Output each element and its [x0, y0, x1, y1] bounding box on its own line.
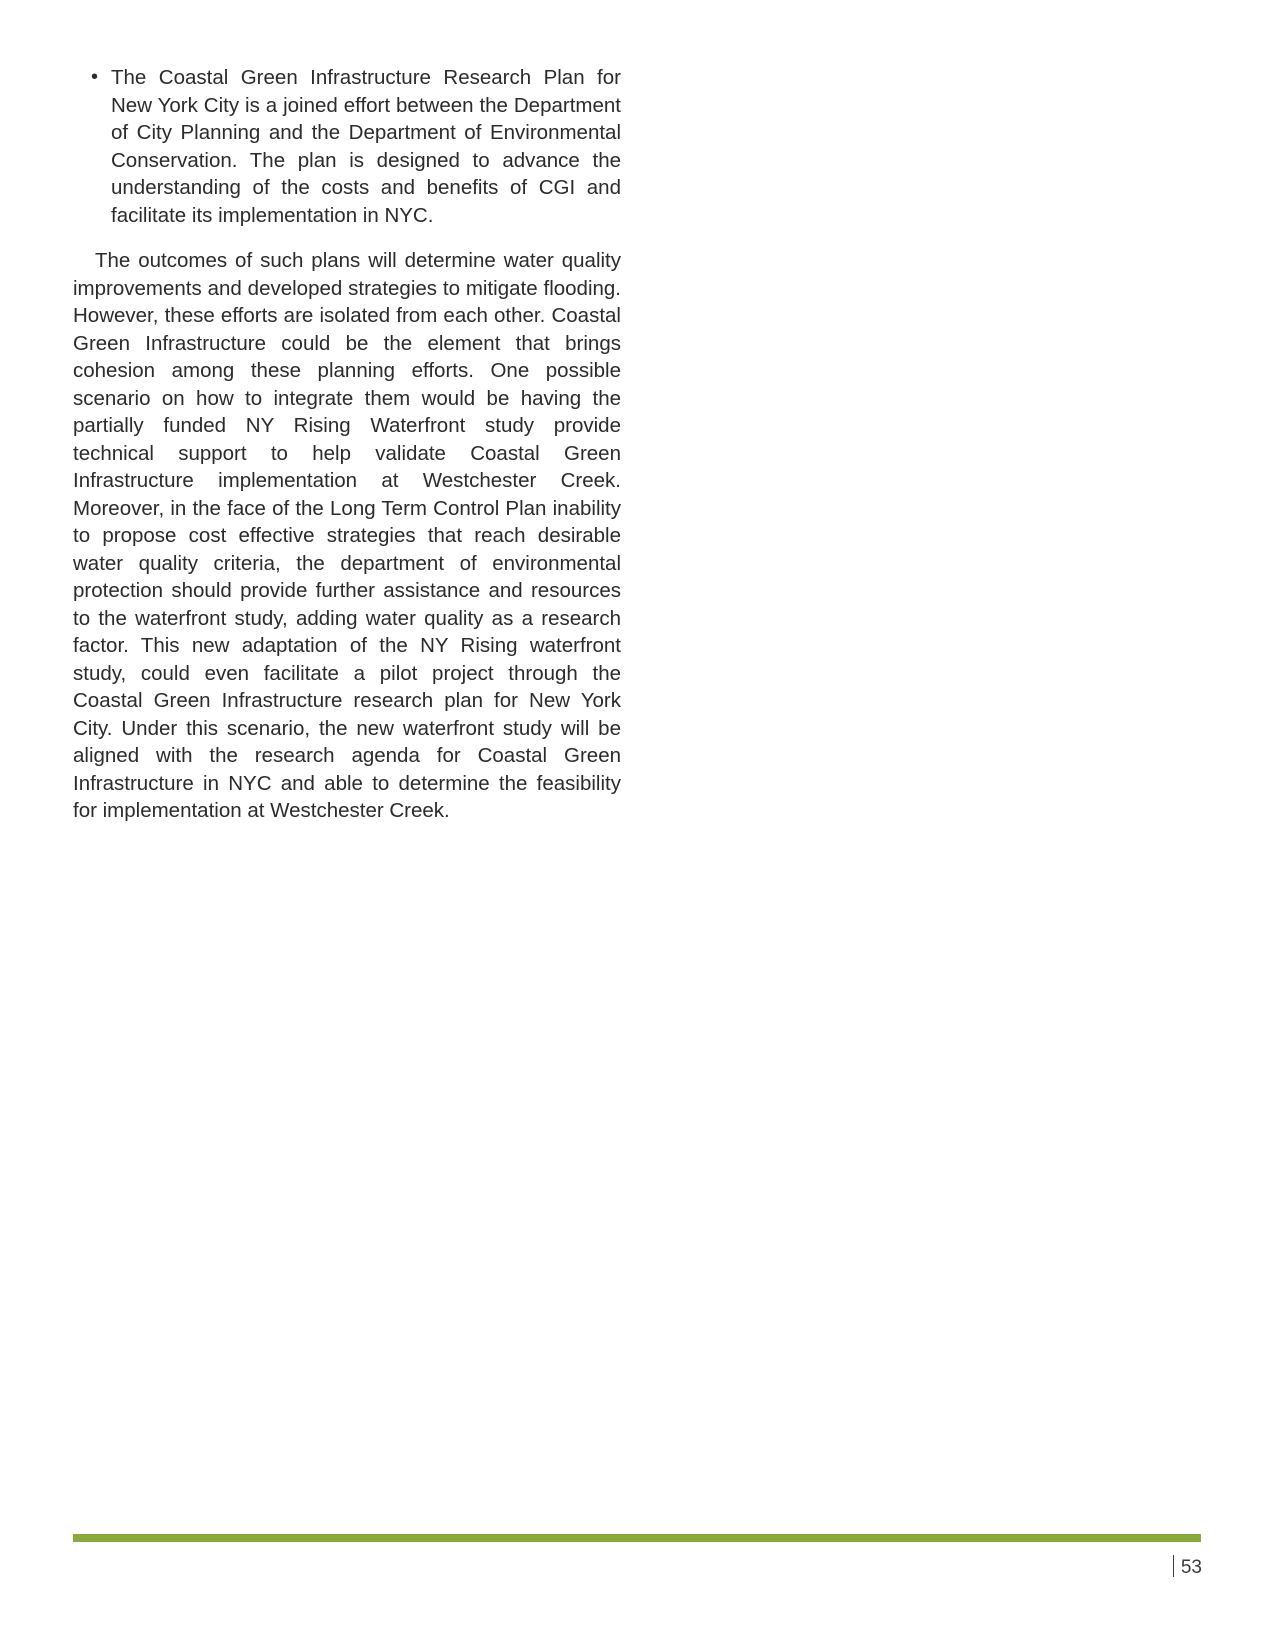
bullet-text: The Coastal Green Infrastructure Research Plan for New York City is a joined effort between the Department of City Planning and the Department of Environmental Conservation. The plan is designed to advance the understanding of the costs and benefits of CGI and facilitate its implementation in NYC.: [111, 66, 621, 227]
body-paragraph: The outcomes of such plans will determine water quality improvements and developed strategies to mitigate flooding. However, these efforts are isolated from each other. Coastal Green Infrastructure could be the element that brings cohesion among these planning efforts. One possible scenario on how to integrate them would be having the partially funded NY Rising Waterfront study provide technical support to help validate Coastal Green Infrastructure implementation at Westchester Creek. Moreover, in the face of the Long Term Control Plan inability to propose cost effective strategies that reach desirable water quality criteria, the department of environmental protection should provide further assistance and resources to the waterfront study, adding water quality as a research factor. This new adaptation of the NY Rising waterfront study, could even facilitate a pilot project through the Coastal Green Infrastructure research plan for New York City. Under this scenario, the new waterfront study will be aligned with the research agenda for Coastal Green Infrastructure in NYC and able to determine the feasibility for implementation at Westchester Creek.: [73, 249, 621, 822]
list-item: [73, 64, 621, 229]
page-number-value: 53: [1180, 1557, 1202, 1578]
page-number-separator: [1173, 1555, 1174, 1577]
text-column: [73, 64, 621, 825]
footer-divider: [73, 1534, 1201, 1542]
bullet-icon: •: [91, 66, 99, 88]
bullet-list: [73, 64, 621, 229]
page-number: [1173, 1555, 1202, 1579]
